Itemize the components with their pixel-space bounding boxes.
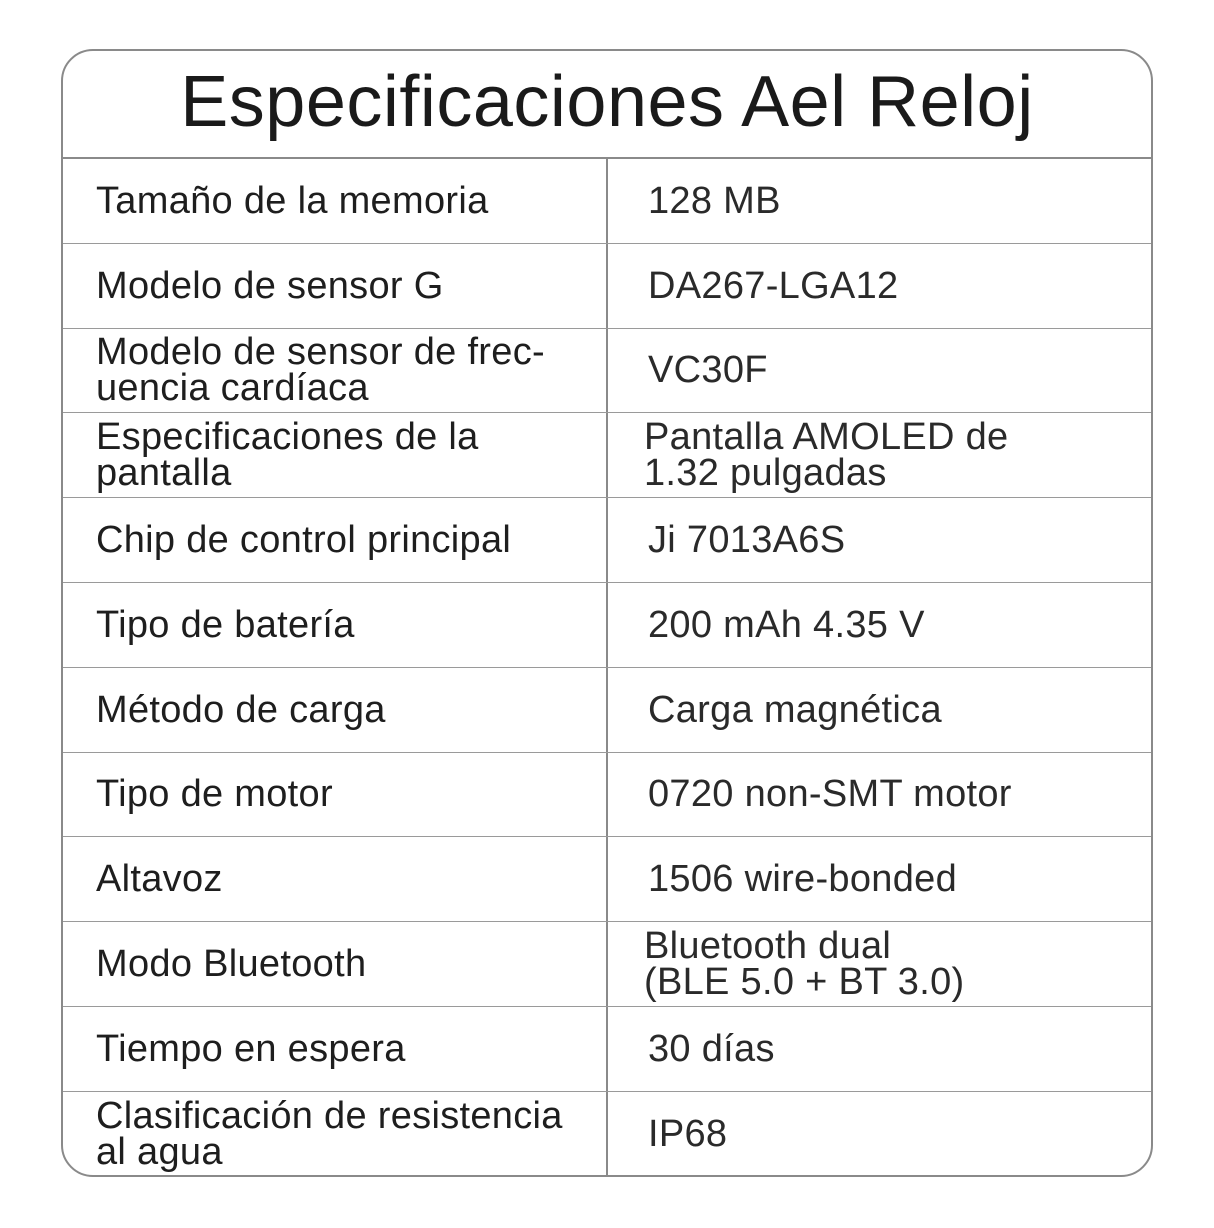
spec-label: Modelo de sensor G [63, 244, 608, 328]
spec-label: Tipo de motor [63, 753, 608, 837]
spec-value: 30 días [648, 1027, 775, 1070]
spec-label: Tamaño de la memoria [63, 159, 608, 243]
table-row [63, 668, 1151, 753]
table-row [63, 244, 1151, 329]
table-row [63, 1092, 1151, 1176]
spec-card [61, 49, 1153, 1177]
spec-label: Tiempo en espera [63, 1007, 608, 1091]
spec-label: Modelo de sensor de frec- uencia cardíaca [63, 329, 608, 413]
table-row [63, 1007, 1151, 1092]
spec-value: 0720 non-SMT motor [648, 773, 1012, 816]
table-row [63, 413, 1151, 498]
table-row [63, 329, 1151, 414]
spec-value: Pantalla AMOLED de 1.32 pulgadas [644, 416, 1009, 495]
spec-table [63, 159, 1151, 1176]
spec-value: Ji 7013A6S [648, 519, 846, 562]
table-row [63, 159, 1151, 244]
spec-label: Método de carga [63, 668, 608, 752]
page-title: Especificaciones Ael Reloj [63, 51, 1151, 159]
table-row [63, 922, 1151, 1007]
spec-label: Chip de control principal [63, 498, 608, 582]
spec-label: Altavoz [63, 837, 608, 921]
spec-value: Carga magnética [648, 688, 942, 731]
spec-value: DA267-LGA12 [648, 264, 899, 307]
spec-value: Bluetooth dual (BLE 5.0 + BT 3.0) [644, 925, 965, 1004]
spec-label: Clasificación de resistencia al agua [63, 1092, 608, 1176]
table-row [63, 837, 1151, 922]
spec-value: 1506 wire-bonded [648, 858, 958, 901]
spec-value: IP68 [648, 1112, 728, 1155]
table-row [63, 583, 1151, 668]
spec-value: 128 MB [648, 179, 781, 222]
table-row [63, 753, 1151, 838]
spec-label: Especificaciones de la pantalla [63, 413, 608, 497]
spec-label: Modo Bluetooth [63, 922, 608, 1006]
table-row [63, 498, 1151, 583]
spec-value: 200 mAh 4.35 V [648, 603, 925, 646]
spec-value: VC30F [648, 349, 768, 392]
spec-label: Tipo de batería [63, 583, 608, 667]
